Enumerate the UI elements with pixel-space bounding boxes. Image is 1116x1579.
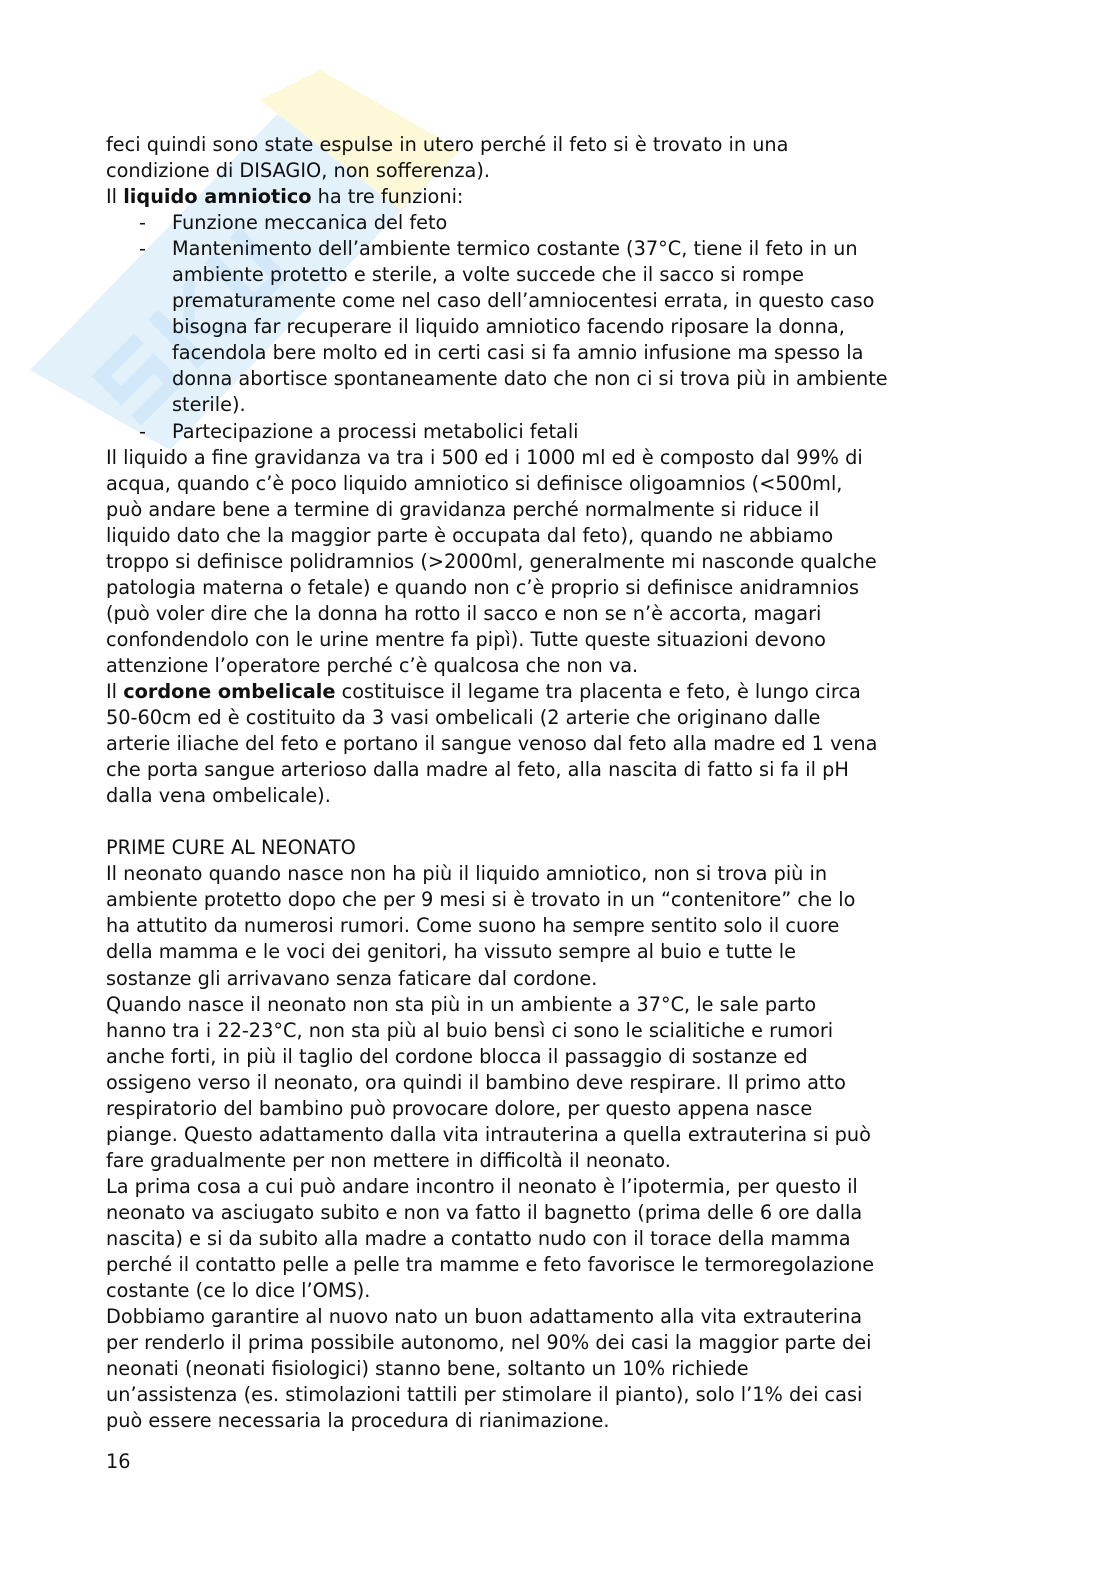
text-run: ambiente protetto dopo che per 9 mesi si è trovato in un “contenitore” che lo bbox=[106, 888, 856, 912]
text-run: respiratorio del bambino può provocare dolore, per questo appena nasce bbox=[106, 1096, 813, 1120]
text-line bbox=[106, 262, 1026, 288]
text-line bbox=[106, 1382, 1026, 1408]
text-line bbox=[106, 288, 1026, 314]
text-run: troppo si definisce polidramnios (>2000ml, generalmente mi nasconde qualche bbox=[106, 549, 877, 573]
text-run: Il liquido a fine gravidanza va tra i 500 ed i 1000 ml ed è composto dal 99% di bbox=[106, 445, 863, 469]
text-run: prematuramente come nel caso dell’amniocentesi errata, in questo caso bbox=[172, 289, 875, 313]
text-line bbox=[106, 1044, 1026, 1070]
text-line bbox=[106, 471, 1026, 497]
text-run: bisogna far recuperare il liquido amniotico facendo riposare la donna, bbox=[172, 315, 845, 339]
text-run: ambiente protetto e sterile, a volte succede che il sacco si rompe bbox=[172, 263, 805, 287]
text-line bbox=[106, 1018, 1026, 1044]
text-line bbox=[106, 1070, 1026, 1096]
text-run: Il bbox=[106, 185, 124, 209]
text-run: Mantenimento dell’ambiente termico costante (37°C, tiene il feto in un bbox=[172, 237, 858, 261]
text-line bbox=[106, 340, 1026, 366]
text-run: per renderlo il prima possibile autonomo, nel 90% dei casi la maggior parte dei bbox=[106, 1331, 872, 1355]
text-line bbox=[106, 445, 1026, 471]
text-run: donna abortisce spontaneamente dato che non ci si trova più in ambiente bbox=[172, 367, 888, 391]
text-run: neonati (neonati fisiologici) stanno bene, soltanto un 10% richiede bbox=[106, 1357, 749, 1381]
text-run: ossigeno verso il neonato, ora quindi il bambino deve respirare. Il primo atto bbox=[106, 1070, 846, 1094]
bullet-dash: - bbox=[139, 211, 146, 235]
text-run: feci quindi sono state espulse in utero perché il feto si è trovato in una bbox=[106, 133, 789, 156]
body-text bbox=[106, 132, 1026, 1434]
text-run: sostanze gli arrivavano senza faticare dal cordone. bbox=[106, 966, 598, 990]
text-run: Il bbox=[106, 679, 124, 703]
text-run: hanno tra i 22-23°C, non sta più al buio bensì ci sono le scialitiche e rumori bbox=[106, 1018, 834, 1042]
text-run: Funzione meccanica del feto bbox=[172, 211, 448, 235]
text-run: Quando nasce il neonato non sta più in un ambiente a 37°C, le sale parto bbox=[106, 992, 817, 1016]
text-run: (può voler dire che la donna ha rotto il sacco e non se n’è accorta, magari bbox=[106, 601, 822, 625]
text-run: PRIME CURE AL NEONATO bbox=[106, 836, 356, 860]
text-line bbox=[106, 1356, 1026, 1382]
text-run: della mamma e le voci dei genitori, ha vissuto sempre al buio e tutte le bbox=[106, 940, 796, 964]
text-line bbox=[106, 575, 1026, 601]
text-run: confondendolo con le urine mentre fa pipì). Tutte queste situazioni devono bbox=[106, 627, 826, 651]
text-line bbox=[106, 1226, 1026, 1252]
text-line bbox=[106, 939, 1026, 965]
text-line bbox=[106, 184, 1026, 210]
text-run: può andare bene a termine di gravidanza perché normalmente si riduce il bbox=[106, 497, 820, 521]
text-line bbox=[106, 627, 1026, 653]
text-run: arterie iliache del feto e portano il sangue venoso dal feto alla madre ed 1 vena bbox=[106, 732, 878, 756]
list-item bbox=[106, 210, 1026, 236]
text-run: perché il contatto pelle a pelle tra mamme e feto favorisce le termoregolazione bbox=[106, 1253, 875, 1277]
text-run: sterile). bbox=[172, 393, 246, 417]
text-line bbox=[106, 653, 1026, 679]
text-line bbox=[106, 679, 1026, 705]
text-run: facendola bere molto ed in certi casi si fa amnio infusione ma spesso la bbox=[172, 341, 864, 365]
text-run: costante (ce lo dice l’OMS). bbox=[106, 1279, 371, 1303]
text-line bbox=[106, 887, 1026, 913]
text-line bbox=[106, 1148, 1026, 1174]
list-item bbox=[106, 236, 1026, 262]
bullet-dash: - bbox=[139, 419, 146, 443]
text-run: nascita) e si da subito alla madre a contatto nudo con il torace della mamma bbox=[106, 1226, 851, 1250]
text-run: Il neonato quando nasce non ha più il liquido amniotico, non si trova più in bbox=[106, 862, 828, 886]
text-line bbox=[106, 549, 1026, 575]
text-line bbox=[106, 523, 1026, 549]
text-line bbox=[106, 392, 1026, 418]
text-run: costituisce il legame tra placenta e feto, è lungo circa bbox=[335, 679, 861, 703]
text-line bbox=[106, 497, 1026, 523]
text-line bbox=[106, 1330, 1026, 1356]
text-line bbox=[106, 314, 1026, 340]
text-line bbox=[106, 992, 1026, 1018]
page-number: 16 bbox=[106, 1450, 131, 1473]
text-run: attenzione l’operatore perché c’è qualcosa che non va. bbox=[106, 653, 639, 677]
text-line bbox=[106, 1122, 1026, 1148]
text-run: fare gradualmente per non mettere in difficoltà il neonato. bbox=[106, 1148, 671, 1172]
text-line bbox=[106, 1096, 1026, 1122]
text-run: acqua, quando c’è poco liquido amniotico si definisce oligoamnios (<500ml, bbox=[106, 471, 843, 495]
text-line bbox=[106, 757, 1026, 783]
text-line bbox=[106, 861, 1026, 887]
text-run: dalla vena ombelicale). bbox=[106, 784, 331, 808]
text-line bbox=[106, 835, 1026, 861]
text-line bbox=[106, 1304, 1026, 1330]
text-run: può essere necessaria la procedura di rianimazione. bbox=[106, 1409, 610, 1433]
text-line bbox=[106, 158, 1026, 184]
text-run: condizione di DISAGIO, non sofferenza). bbox=[106, 159, 490, 183]
text-run: neonato va asciugato subito e non va fatto il bagnetto (prima delle 6 ore dalla bbox=[106, 1200, 863, 1224]
bullet-dash: - bbox=[139, 237, 146, 261]
text-line bbox=[106, 601, 1026, 627]
text-run: piange. Questo adattamento dalla vita intrauterina a quella extrauterina si può bbox=[106, 1122, 871, 1146]
text-run: che porta sangue arterioso dalla madre al feto, alla nascita di fatto si fa il pH bbox=[106, 758, 849, 782]
text-run: La prima cosa a cui può andare incontro il neonato è l’ipotermia, per questo il bbox=[106, 1174, 858, 1198]
text-line bbox=[106, 913, 1026, 939]
bold-term: liquido amniotico bbox=[123, 185, 312, 209]
text-run: 50-60cm ed è costituito da 3 vasi ombelicali (2 arterie che originano dalle bbox=[106, 706, 821, 730]
text-line bbox=[106, 1174, 1026, 1200]
list-item bbox=[106, 419, 1026, 445]
text-run: liquido dato che la maggior parte è occupata dal feto), quando ne abbiamo bbox=[106, 523, 834, 547]
text-line bbox=[106, 731, 1026, 757]
text-line bbox=[106, 783, 1026, 809]
text-line bbox=[106, 1252, 1026, 1278]
text-line bbox=[106, 1408, 1026, 1434]
text-line bbox=[106, 1200, 1026, 1226]
text-run: un’assistenza (es. stimolazioni tattili per stimolare il pianto), solo l’1% dei casi bbox=[106, 1383, 863, 1407]
text-run: patologia materna o fetale) e quando non c’è proprio si definisce anidramnios bbox=[106, 575, 859, 599]
text-run: anche forti, in più il taglio del cordone blocca il passaggio di sostanze ed bbox=[106, 1044, 808, 1068]
text-line bbox=[106, 705, 1026, 731]
text-run: Partecipazione a processi metabolici fetali bbox=[172, 419, 579, 443]
text-run: ha attutito da numerosi rumori. Come suono ha sempre sentito solo il cuore bbox=[106, 914, 840, 938]
text-line bbox=[106, 1278, 1026, 1304]
text-run: ha tre funzioni: bbox=[311, 185, 464, 209]
text-line bbox=[106, 132, 1026, 158]
bold-term: cordone ombelicale bbox=[123, 679, 336, 703]
text-run: Dobbiamo garantire al nuovo nato un buon adattamento alla vita extrauterina bbox=[106, 1305, 863, 1329]
text-line bbox=[106, 966, 1026, 992]
text-line bbox=[106, 809, 1026, 835]
text-line bbox=[106, 366, 1026, 392]
